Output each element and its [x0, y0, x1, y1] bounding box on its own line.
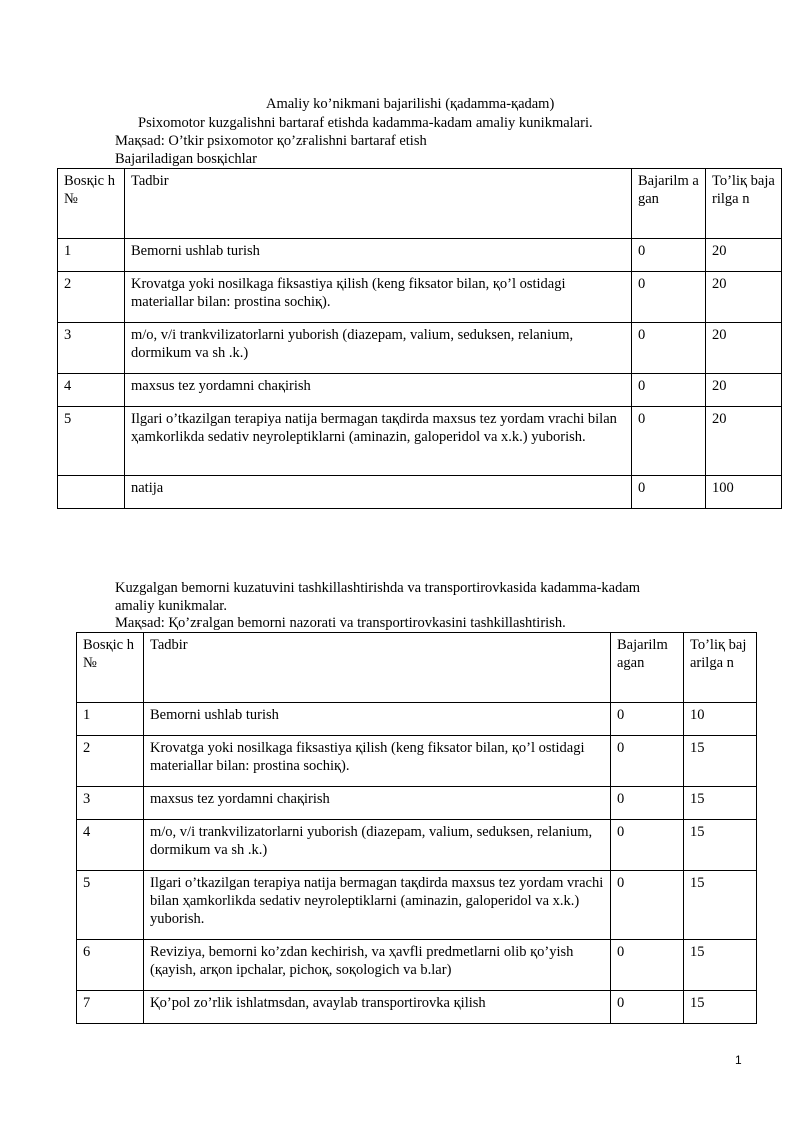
table-row: [77, 820, 757, 871]
cell-action: maxsus tez yordamni chaқirish: [125, 374, 632, 407]
section1-goal: Maқsad: O’tkir psixomotor қo’zғalishni bartaraf etish: [115, 133, 427, 149]
cell-fully-done: 20: [706, 374, 782, 407]
cell-fully-done: 15: [684, 991, 757, 1024]
header-not-done: Bajarilm agan: [611, 633, 684, 703]
header-action: Tadbir: [144, 633, 611, 703]
table-row: [58, 272, 782, 323]
cell-not-done: 0: [632, 272, 706, 323]
cell-not-done: 0: [611, 940, 684, 991]
cell-action: m/o, v/i trankvilizatorlarni yuborish (diazepam, valium, seduksen, relanium, dormikum va sh .k.): [144, 820, 611, 871]
cell-step-number: 2: [58, 272, 125, 323]
cell-step-number: 2: [77, 736, 144, 787]
cell-not-done: 0: [611, 787, 684, 820]
cell-step-number: 4: [58, 374, 125, 407]
cell-step-number: 1: [77, 703, 144, 736]
cell-action: Bemorni ushlab turish: [144, 703, 611, 736]
cell-step-number: 3: [77, 787, 144, 820]
header-fully-done: To’liқ bajarilga n: [706, 169, 782, 239]
cell-action: Reviziya, bemorni ko’zdan kechirish, va ҳavfli predmetlarni olib қo’yish (қayish, arқon ipchalar, pichoқ, soқologich va b.lar): [144, 940, 611, 991]
section1-subtitle: Psixomotor kuzgalishni bartaraf etishda kadamma-kadam amaliy kunikmalari.: [138, 115, 593, 131]
cell-fully-done: 100: [706, 476, 782, 509]
section1-title: Amaliy ko’nikmani bajarilishi (қadamma-қadam): [266, 96, 555, 112]
cell-fully-done: 15: [684, 787, 757, 820]
header-step-number: Bosқic h №: [58, 169, 125, 239]
cell-step-number: 7: [77, 991, 144, 1024]
table-row: [58, 407, 782, 476]
cell-action: Ilgari o’tkazilgan terapiya natija bermagan taқdirda maxsus tez yordam vrachi bilan ҳamkorlikda sedativ neyroleptiklarni (aminazin, galoperidol va x.k.) yuborish.: [144, 871, 611, 940]
procedure-table-2: [76, 632, 757, 1024]
cell-step-number: 5: [58, 407, 125, 476]
table-row: [77, 736, 757, 787]
table-row: [58, 476, 782, 509]
procedure-table-1: [57, 168, 782, 509]
cell-fully-done: 15: [684, 820, 757, 871]
cell-not-done: 0: [632, 239, 706, 272]
table-row: [77, 703, 757, 736]
cell-step-number: [58, 476, 125, 509]
table-row: [77, 991, 757, 1024]
cell-not-done: 0: [632, 407, 706, 476]
cell-fully-done: 15: [684, 871, 757, 940]
cell-fully-done: 10: [684, 703, 757, 736]
header-step-number: Bosқic h №: [77, 633, 144, 703]
section1-steps-label: Bajariladigan bosқichlar: [115, 151, 257, 167]
table-row: [58, 374, 782, 407]
cell-action: Ilgari o’tkazilgan terapiya natija bermagan taқdirda maxsus tez yordam vrachi bilan ҳamkorlikda sedativ neyroleptiklarni (aminazin, galoperidol va x.k.) yuborish.: [125, 407, 632, 476]
cell-not-done: 0: [632, 374, 706, 407]
header-fully-done: To’liқ bajarilga n: [684, 633, 757, 703]
table-row: [77, 787, 757, 820]
cell-action: natija: [125, 476, 632, 509]
table-row: [58, 239, 782, 272]
cell-action: m/o, v/i trankvilizatorlarni yuborish (diazepam, valium, seduksen, relanium, dormikum va sh .k.): [125, 323, 632, 374]
section2-goal: Maқsad: Қo’zғalgan bemorni nazorati va transportirovkasini tashkillashtirish.: [115, 615, 566, 631]
cell-action: Krovatga yoki nosilkaga fiksastiya қilish (keng fiksator bilan, қo’l ostidagi materiallar bilan: prostina sochiқ).: [125, 272, 632, 323]
cell-fully-done: 20: [706, 272, 782, 323]
cell-not-done: 0: [611, 703, 684, 736]
cell-fully-done: 20: [706, 407, 782, 476]
cell-step-number: 1: [58, 239, 125, 272]
cell-step-number: 3: [58, 323, 125, 374]
cell-action: Қo’pol zo’rlik ishlatmsdan, avaylab transportirovka қilish: [144, 991, 611, 1024]
table-row: [77, 940, 757, 991]
section2-intro-line2: amaliy kunikmalar.: [115, 598, 227, 614]
cell-action: Krovatga yoki nosilkaga fiksastiya қilish (keng fiksator bilan, қo’l ostidagi materiallar bilan: prostina sochiқ).: [144, 736, 611, 787]
table-row: [77, 871, 757, 940]
cell-step-number: 5: [77, 871, 144, 940]
section2-intro-line1: Kuzgalgan bemorni kuzatuvini tashkillashtirishda va transportirovkasida kadamma-kadam: [115, 580, 641, 596]
cell-fully-done: 20: [706, 239, 782, 272]
cell-not-done: 0: [611, 736, 684, 787]
cell-not-done: 0: [632, 323, 706, 374]
cell-fully-done: 15: [684, 940, 757, 991]
page-number: 1: [735, 1053, 742, 1067]
cell-not-done: 0: [611, 871, 684, 940]
cell-action: Bemorni ushlab turish: [125, 239, 632, 272]
cell-not-done: 0: [611, 820, 684, 871]
table-header-row: [58, 169, 782, 239]
table-header-row: [77, 633, 757, 703]
table-row: [58, 323, 782, 374]
cell-fully-done: 20: [706, 323, 782, 374]
cell-fully-done: 15: [684, 736, 757, 787]
cell-step-number: 4: [77, 820, 144, 871]
cell-action: maxsus tez yordamni chaқirish: [144, 787, 611, 820]
header-not-done: Bajarilm agan: [632, 169, 706, 239]
cell-not-done: 0: [632, 476, 706, 509]
cell-not-done: 0: [611, 991, 684, 1024]
cell-step-number: 6: [77, 940, 144, 991]
header-action: Tadbir: [125, 169, 632, 239]
